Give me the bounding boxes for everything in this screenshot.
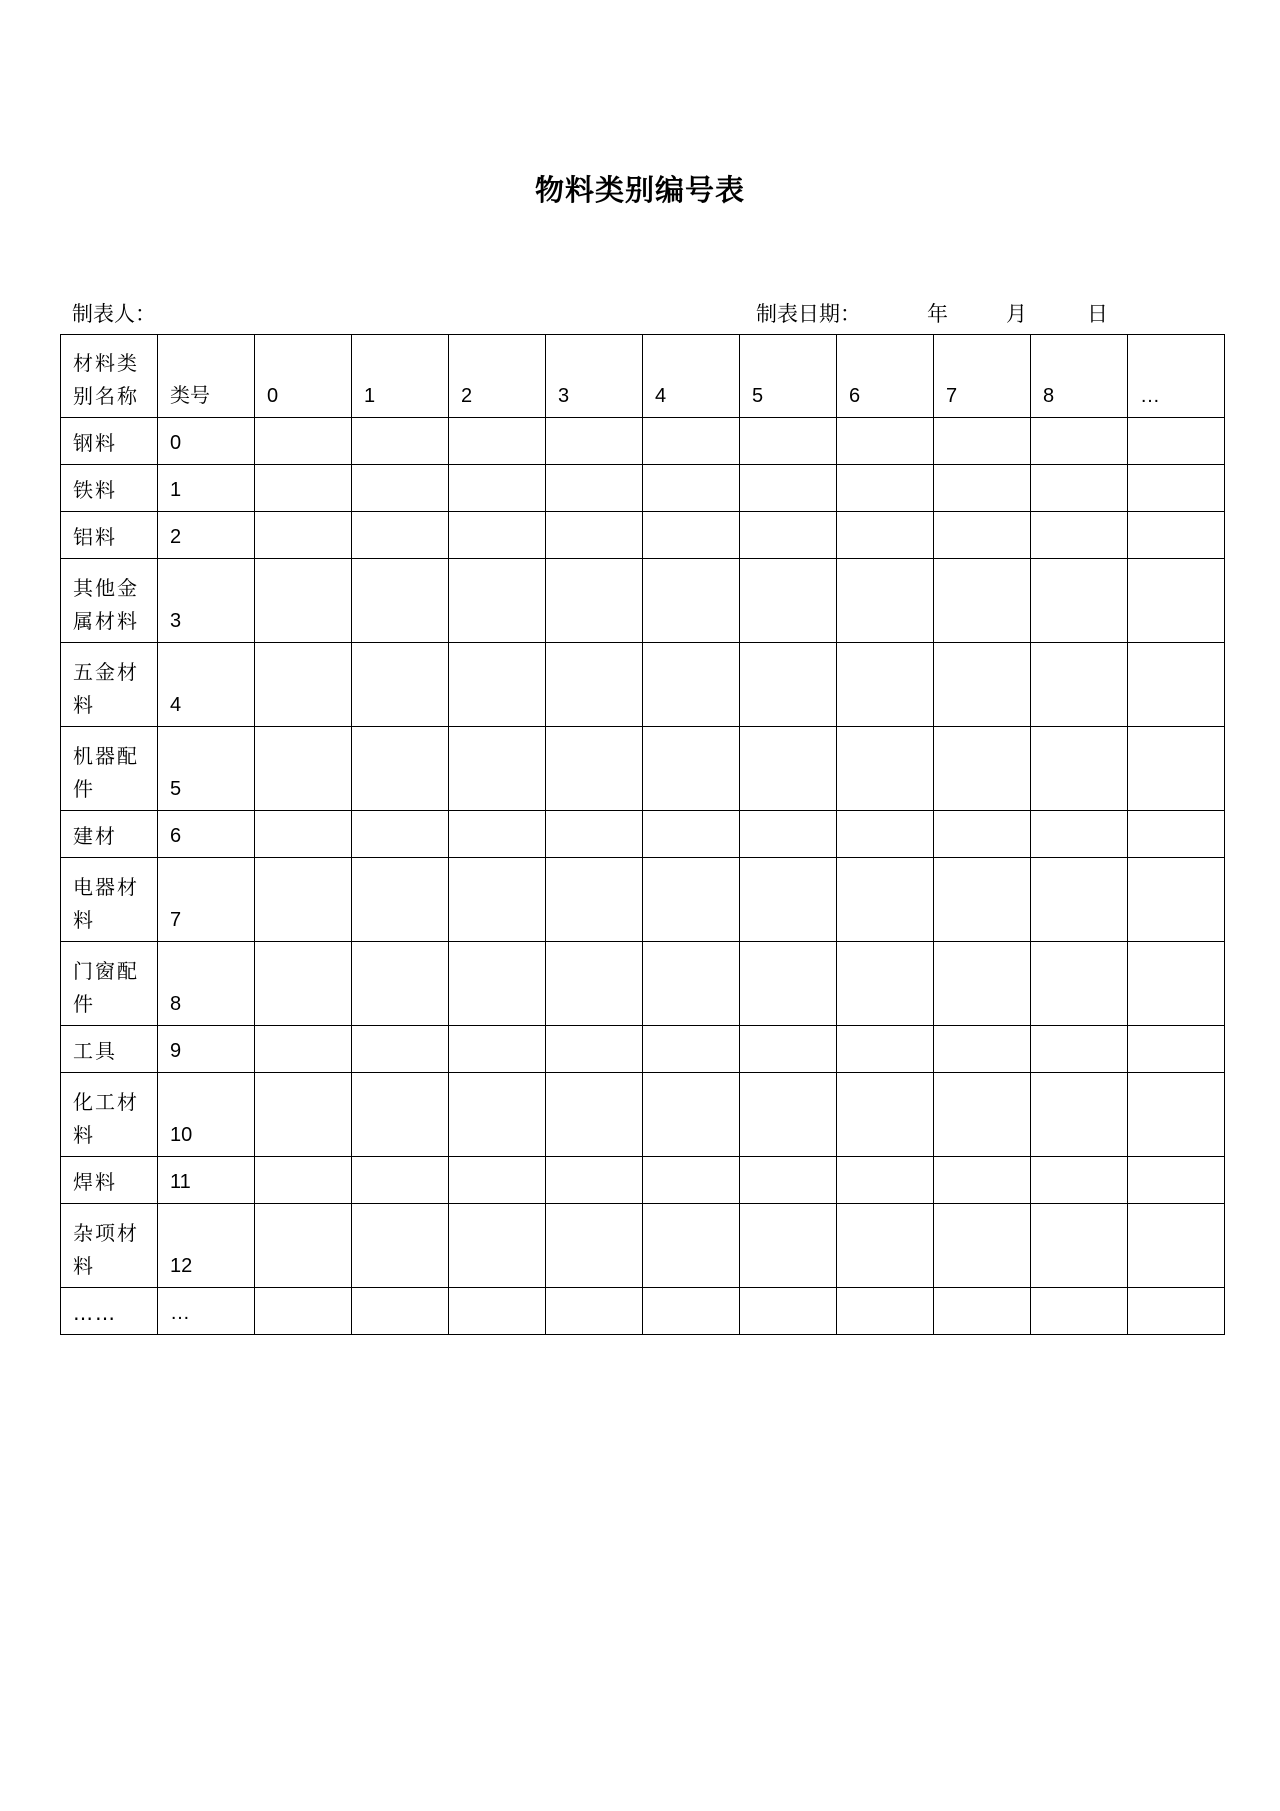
empty-cell[interactable] [934,559,1031,643]
empty-cell[interactable] [1031,643,1128,727]
empty-cell[interactable] [1031,858,1128,942]
empty-cell[interactable] [643,1157,740,1204]
header-category-cell: 材料类 别名称 [61,335,158,418]
category-name-cell: 焊料 [61,1157,158,1204]
empty-cell[interactable] [1031,811,1128,858]
header-column-8: 8 [1031,335,1128,418]
empty-cell[interactable] [837,1073,934,1157]
empty-cell[interactable] [1128,1157,1225,1204]
empty-cell[interactable] [449,811,546,858]
header-column-9: … [1128,335,1225,418]
empty-cell[interactable] [934,1157,1031,1204]
empty-cell[interactable] [643,1073,740,1157]
category-name-cell: 铁料 [61,465,158,512]
empty-cell[interactable] [449,512,546,559]
empty-cell[interactable] [934,1026,1031,1073]
category-code-cell: 4 [158,643,255,727]
empty-cell[interactable] [1128,512,1225,559]
empty-cell[interactable] [255,727,352,811]
category-code-cell: 10 [158,1073,255,1157]
category-name-cell: 工具 [61,1026,158,1073]
empty-cell[interactable] [643,1026,740,1073]
category-name-cell: 铝料 [61,512,158,559]
empty-cell[interactable] [1128,418,1225,465]
empty-cell[interactable] [934,465,1031,512]
empty-cell[interactable] [352,1073,449,1157]
empty-cell[interactable] [546,418,643,465]
empty-cell[interactable] [934,418,1031,465]
table-row [61,942,1225,1026]
empty-cell[interactable] [740,811,837,858]
empty-cell[interactable] [352,1026,449,1073]
empty-cell[interactable] [449,1026,546,1073]
empty-cell[interactable] [1128,643,1225,727]
empty-cell[interactable] [1031,512,1128,559]
category-code-cell: 9 [158,1026,255,1073]
category-code-cell: 7 [158,858,255,942]
empty-cell[interactable] [837,418,934,465]
empty-cell[interactable] [740,858,837,942]
empty-cell[interactable] [255,418,352,465]
empty-cell[interactable] [740,559,837,643]
empty-cell[interactable] [449,559,546,643]
empty-cell[interactable] [1031,1026,1128,1073]
category-code-cell: … [158,1288,255,1335]
category-name-cell: 化工材 料 [61,1073,158,1157]
empty-cell[interactable] [352,418,449,465]
empty-cell[interactable] [1128,858,1225,942]
empty-cell[interactable] [837,1204,934,1288]
empty-cell[interactable] [1128,559,1225,643]
empty-cell[interactable] [934,811,1031,858]
empty-cell[interactable] [449,465,546,512]
category-code-table [60,334,1225,1335]
empty-cell[interactable] [449,1157,546,1204]
empty-cell[interactable] [449,1204,546,1288]
empty-cell[interactable] [546,727,643,811]
empty-cell[interactable] [546,1204,643,1288]
empty-cell[interactable] [546,1073,643,1157]
empty-cell[interactable] [934,643,1031,727]
empty-cell[interactable] [1128,465,1225,512]
empty-cell[interactable] [740,1157,837,1204]
category-name-cell: 门窗配 件 [61,942,158,1026]
empty-cell[interactable] [255,559,352,643]
date-year-label: 年 [927,302,948,326]
table-row [61,1026,1225,1073]
empty-cell[interactable] [643,559,740,643]
category-code-cell: 2 [158,512,255,559]
empty-cell[interactable] [1128,1073,1225,1157]
empty-cell[interactable] [1128,1026,1225,1073]
empty-cell[interactable] [352,858,449,942]
empty-cell[interactable] [643,512,740,559]
empty-cell[interactable] [740,727,837,811]
header-column-6: 6 [837,335,934,418]
table-row [61,1288,1225,1335]
empty-cell[interactable] [1128,811,1225,858]
empty-cell[interactable] [934,942,1031,1026]
empty-cell[interactable] [255,1026,352,1073]
empty-cell[interactable] [740,1204,837,1288]
empty-cell[interactable] [1031,1288,1128,1335]
empty-cell[interactable] [740,1026,837,1073]
header-column-1: 1 [352,335,449,418]
header-column-5: 5 [740,335,837,418]
empty-cell[interactable] [546,559,643,643]
category-name-cell: 杂项材 料 [61,1204,158,1288]
empty-cell[interactable] [546,1288,643,1335]
empty-cell[interactable] [352,727,449,811]
empty-cell[interactable] [740,1073,837,1157]
empty-cell[interactable] [449,418,546,465]
empty-cell[interactable] [352,643,449,727]
empty-cell[interactable] [740,465,837,512]
empty-cell[interactable] [1031,727,1128,811]
category-code-cell: 3 [158,559,255,643]
empty-cell[interactable] [546,858,643,942]
table-row [61,418,1225,465]
date-month-label: 月 [1006,302,1027,326]
header-row [61,335,1225,418]
table-row [61,811,1225,858]
empty-cell[interactable] [934,727,1031,811]
category-code-cell: 11 [158,1157,255,1204]
empty-cell[interactable] [1031,559,1128,643]
empty-cell[interactable] [352,559,449,643]
empty-cell[interactable] [255,512,352,559]
empty-cell[interactable] [837,727,934,811]
empty-cell[interactable] [837,465,934,512]
empty-cell[interactable] [837,1288,934,1335]
empty-cell[interactable] [255,643,352,727]
category-code-cell: 1 [158,465,255,512]
empty-cell[interactable] [255,858,352,942]
empty-cell[interactable] [546,811,643,858]
empty-cell[interactable] [837,643,934,727]
table-row [61,643,1225,727]
header-column-2: 2 [449,335,546,418]
page-title: 物料类别编号表 [534,173,745,207]
category-code-cell: 6 [158,811,255,858]
empty-cell[interactable] [837,512,934,559]
category-name-cell: 钢料 [61,418,158,465]
empty-cell[interactable] [352,1288,449,1335]
empty-cell[interactable] [934,858,1031,942]
empty-cell[interactable] [837,1157,934,1204]
empty-cell[interactable] [643,643,740,727]
header-column-0: 0 [255,335,352,418]
header-column-4: 4 [643,335,740,418]
empty-cell[interactable] [934,1073,1031,1157]
empty-cell[interactable] [255,1073,352,1157]
empty-cell[interactable] [837,1026,934,1073]
empty-cell[interactable] [546,643,643,727]
empty-cell[interactable] [352,942,449,1026]
empty-cell[interactable] [546,1026,643,1073]
empty-cell[interactable] [837,559,934,643]
category-name-cell: 其他金 属材料 [61,559,158,643]
table-row [61,727,1225,811]
empty-cell[interactable] [1128,727,1225,811]
empty-cell[interactable] [255,1157,352,1204]
empty-cell[interactable] [255,1204,352,1288]
date-label: 制表日期： [756,302,861,326]
empty-cell[interactable] [837,858,934,942]
empty-cell[interactable] [352,465,449,512]
empty-cell[interactable] [837,942,934,1026]
empty-cell[interactable] [740,512,837,559]
empty-cell[interactable] [1031,465,1128,512]
empty-cell[interactable] [643,942,740,1026]
empty-cell[interactable] [1128,942,1225,1026]
empty-cell[interactable] [740,1288,837,1335]
empty-cell[interactable] [1128,1204,1225,1288]
empty-cell[interactable] [934,1288,1031,1335]
empty-cell[interactable] [837,811,934,858]
empty-cell[interactable] [255,942,352,1026]
empty-cell[interactable] [449,1288,546,1335]
empty-cell[interactable] [740,418,837,465]
empty-cell[interactable] [546,512,643,559]
category-code-cell: 12 [158,1204,255,1288]
category-name-cell: 建材 [61,811,158,858]
empty-cell[interactable] [643,858,740,942]
empty-cell[interactable] [643,465,740,512]
empty-cell[interactable] [643,727,740,811]
table-row [61,1204,1225,1288]
category-name-cell: …… [61,1288,158,1335]
category-code-cell: 5 [158,727,255,811]
table-row [61,465,1225,512]
category-name-cell: 机器配 件 [61,727,158,811]
header-code-cell: 类号 [158,335,255,418]
category-name-cell: 电器材 料 [61,858,158,942]
header-column-3: 3 [546,335,643,418]
empty-cell[interactable] [255,465,352,512]
empty-cell[interactable] [1031,1204,1128,1288]
empty-cell[interactable] [740,942,837,1026]
category-code-cell: 0 [158,418,255,465]
table-row [61,559,1225,643]
empty-cell[interactable] [352,512,449,559]
empty-cell[interactable] [449,727,546,811]
empty-cell[interactable] [740,643,837,727]
empty-cell[interactable] [643,418,740,465]
empty-cell[interactable] [449,1073,546,1157]
date-day-label: 日 [1087,302,1108,326]
empty-cell[interactable] [643,1288,740,1335]
table-row [61,1073,1225,1157]
empty-cell[interactable] [449,942,546,1026]
category-code-cell: 8 [158,942,255,1026]
header-column-7: 7 [934,335,1031,418]
table-row [61,1157,1225,1204]
category-name-cell: 五金材 料 [61,643,158,727]
empty-cell[interactable] [352,1157,449,1204]
empty-cell[interactable] [449,643,546,727]
empty-cell[interactable] [255,1288,352,1335]
empty-cell[interactable] [352,1204,449,1288]
empty-cell[interactable] [546,1157,643,1204]
maker-label: 制表人： [72,302,156,326]
empty-cell[interactable] [934,1204,1031,1288]
empty-cell[interactable] [352,811,449,858]
table-row [61,858,1225,942]
empty-cell[interactable] [546,465,643,512]
empty-cell[interactable] [1031,1073,1128,1157]
empty-cell[interactable] [643,1204,740,1288]
empty-cell[interactable] [1031,418,1128,465]
empty-cell[interactable] [643,811,740,858]
empty-cell[interactable] [934,512,1031,559]
empty-cell[interactable] [1128,1288,1225,1335]
empty-cell[interactable] [1031,1157,1128,1204]
empty-cell[interactable] [546,942,643,1026]
table-row [61,512,1225,559]
empty-cell[interactable] [449,858,546,942]
empty-cell[interactable] [1031,942,1128,1026]
empty-cell[interactable] [255,811,352,858]
